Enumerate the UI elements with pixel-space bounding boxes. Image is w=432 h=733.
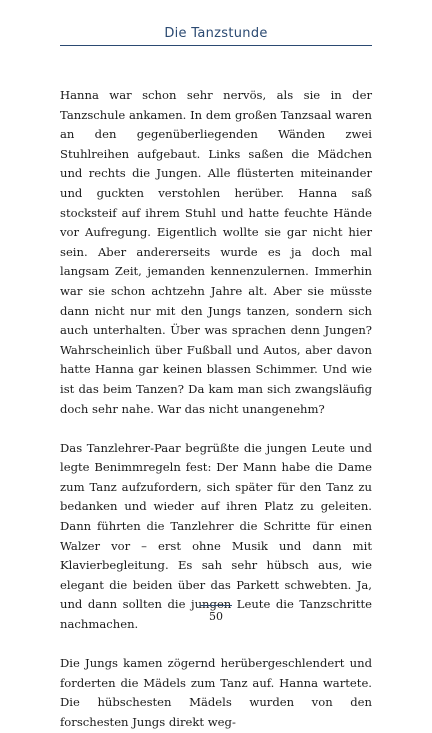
- paragraph-2: Das Tanzlehrer-Paar begrüßte die jungen Leute und legte Benimmregeln fest: Der Mann habe die Dame zum Tanz aufzufordern, sich später für den Tanz zu bedanken und wieder auf ihren Platz zu geleiten. Dann führten die Tanzlehrer die Schritte für einen Walzer vor – erst ohne Musik und dann mit Klavierbegleitung. Es sah sehr hübsch aus, wie elegant die beiden über das Parkett schwebten. Ja, und dann sollten die jungen Leute die Tanzschritte nachmachen.: [60, 440, 372, 632]
- paragraph-3: Die Jungs kamen zögernd herübergeschlendert und forderten die Mädels zum Tanz auf. Hanna wartete. Die hübschesten Mädels wurden von den forschesten Jungs direkt weg-: [60, 656, 372, 729]
- header-divider: [60, 45, 372, 46]
- paragraph-1: Hanna war schon sehr nervös, als sie in der Tanzschule ankamen. In dem großen Tanzsaal waren an den gegenüberliegenden Wänden zwei Stuhlreihen aufgebaut. Links saßen die Mädchen und rechts die Jungen. Alle flüsterten miteinander und guckten verstohlen herüber. Hanna saß stocksteif auf ihrem Stuhl und hatte feuchte Hände vor Aufregung. Eigentlich wollte sie gar nicht hier sein. Aber andererseits wurde es ja doch mal langsam Zeit, jemanden kennenzulernen. Immerhin war sie schon achtzehn Jahre alt. Aber sie müsste dann nicht nur mit den Jungs tanzen, sondern sich auch unterhalten. Über was sprachen denn Jungen? Wahrscheinlich über Fußball und Autos, aber davon hatte Hanna gar keinen blassen Schimmer. Und wie ist das beim Tanzen? Da kam man sich zwangsläufig doch sehr nahe. War das nicht unangenehm?: [60, 88, 372, 416]
- footer-divider: [200, 605, 232, 606]
- running-header-title: Die Tanzstunde: [164, 26, 268, 41]
- body-text: [60, 86, 372, 733]
- page-number: 50: [209, 610, 223, 623]
